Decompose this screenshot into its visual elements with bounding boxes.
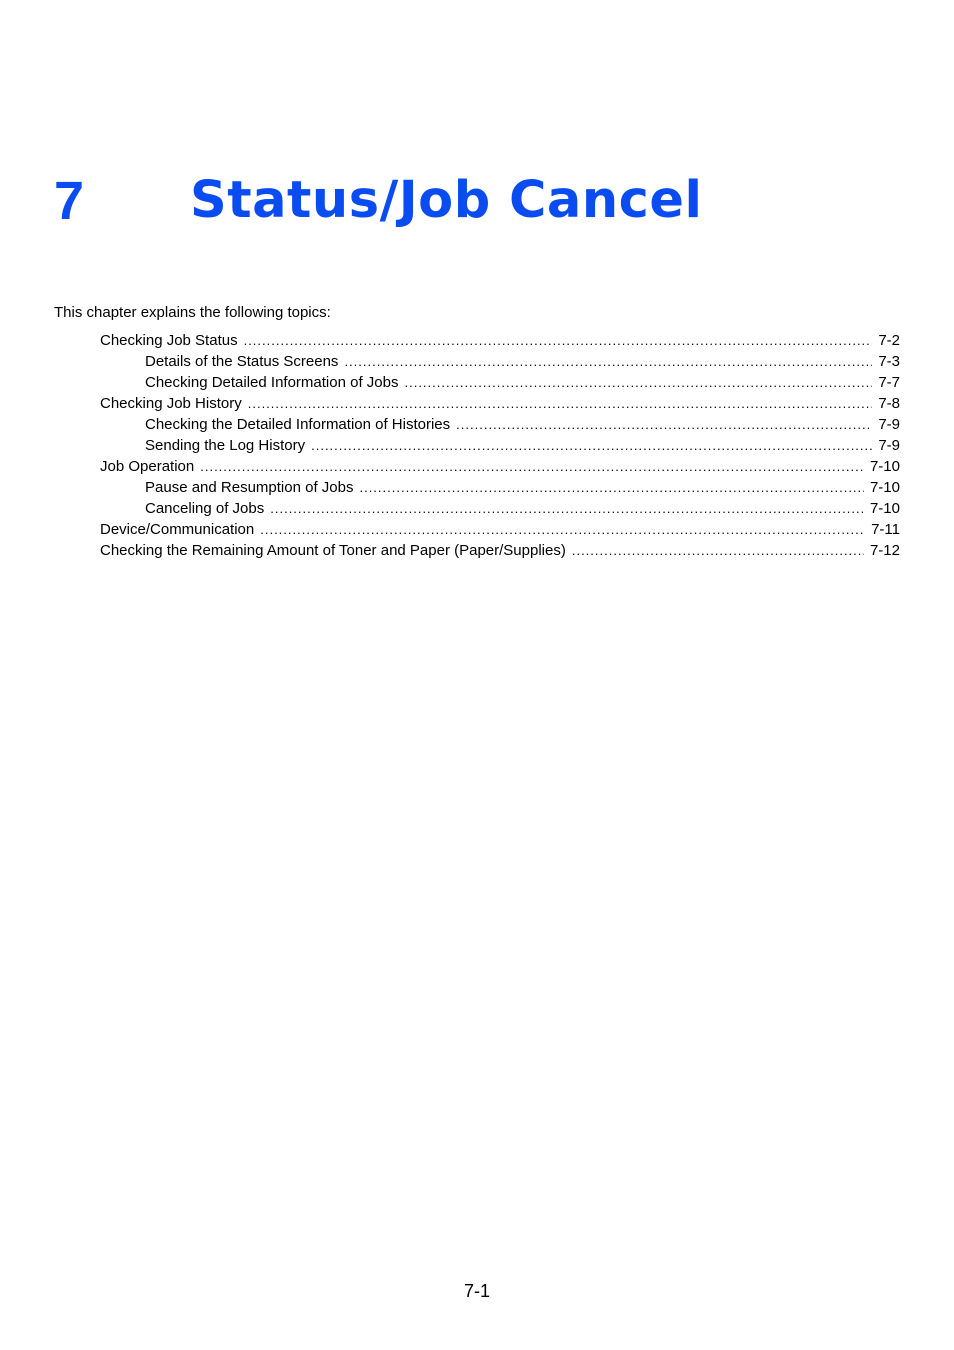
toc-entry[interactable] [100, 395, 900, 416]
toc-dot-leader [248, 395, 873, 413]
toc-entry[interactable] [100, 332, 900, 353]
toc-entry-label: Sending the Log History [145, 437, 306, 454]
toc-dot-leader [244, 332, 873, 350]
intro-text: This chapter explains the following topics: [54, 304, 331, 321]
toc-entry-page: 7-3 [878, 353, 900, 370]
toc-entry[interactable] [100, 479, 900, 500]
table-of-contents [100, 332, 900, 563]
toc-entry-label: Canceling of Jobs [145, 500, 265, 517]
toc-dot-leader [344, 353, 872, 371]
toc-entry-label: Checking Detailed Information of Jobs [145, 374, 399, 391]
page-number: 7-1 [463, 1281, 490, 1301]
toc-entry-page: 7-2 [878, 332, 900, 349]
toc-entry-label: Checking the Detailed Information of Histories [145, 416, 451, 433]
toc-entry-page: 7-7 [878, 374, 900, 391]
toc-entry[interactable] [100, 521, 900, 542]
chapter-title: Status/Job Cancel [190, 171, 703, 230]
toc-entry-label: Checking the Remaining Amount of Toner and Paper (Paper/Supplies) [100, 542, 566, 559]
toc-entry-page: 7-10 [869, 458, 900, 475]
toc-entry-label: Pause and Resumption of Jobs [145, 479, 354, 496]
toc-entry[interactable] [100, 416, 900, 437]
toc-dot-leader [260, 521, 865, 539]
toc-dot-leader [572, 542, 864, 560]
toc-entry-page: 7-9 [878, 416, 900, 433]
chapter-number: 7 [54, 171, 85, 231]
toc-entry[interactable] [100, 353, 900, 374]
toc-entry[interactable] [100, 458, 900, 479]
chapter-header [54, 168, 914, 238]
toc-entry[interactable] [100, 374, 900, 395]
toc-entry[interactable] [100, 500, 900, 521]
toc-entry-label: Checking Job History [100, 395, 242, 412]
toc-dot-leader [200, 458, 864, 476]
toc-entry[interactable] [100, 437, 900, 458]
toc-entry-page: 7-12 [869, 542, 900, 559]
toc-dot-leader [456, 416, 872, 434]
toc-entry-label: Job Operation [100, 458, 195, 475]
toc-dot-leader [311, 437, 872, 455]
toc-dot-leader [404, 374, 872, 392]
toc-entry-page: 7-11 [871, 521, 900, 538]
toc-entry-page: 7-8 [878, 395, 900, 412]
toc-dot-leader [270, 500, 864, 518]
toc-entry[interactable] [100, 542, 900, 563]
toc-entry-page: 7-10 [869, 500, 900, 517]
toc-dot-leader [359, 479, 864, 497]
toc-entry-label: Device/Communication [100, 521, 255, 538]
toc-entry-page: 7-9 [878, 437, 900, 454]
toc-entry-label: Details of the Status Screens [145, 353, 339, 370]
toc-entry-page: 7-10 [869, 479, 900, 496]
toc-entry-label: Checking Job Status [100, 332, 238, 349]
